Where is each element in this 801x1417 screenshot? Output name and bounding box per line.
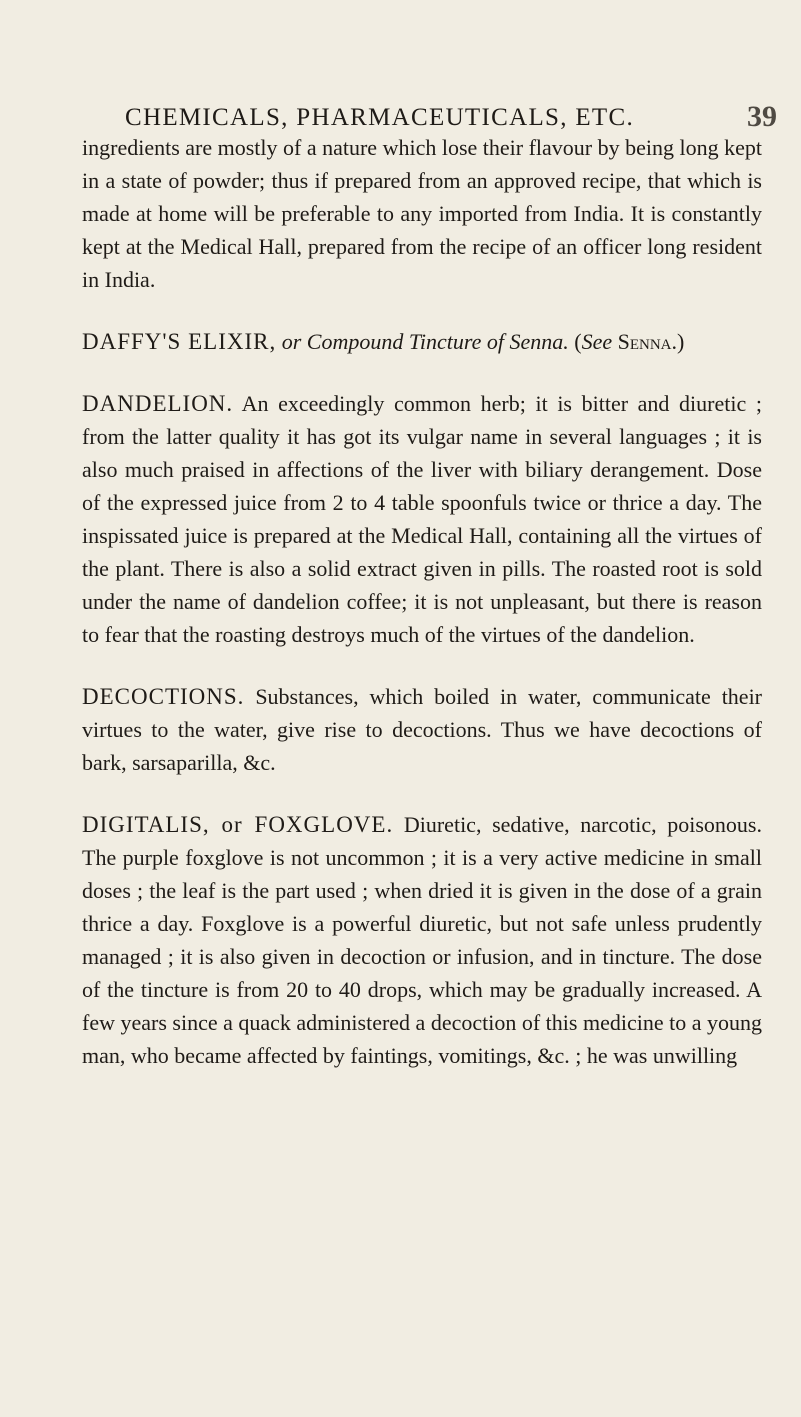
cross-reference-open: ( [574,329,582,354]
entry-heading: DECOCTIONS. [82,684,245,709]
entry-heading: DANDELION. [82,391,234,416]
entry-subtitle: or Compound Tincture of Senna. [281,329,569,354]
entry-text: Diuretic, sedative, narcotic, poisonous. The purple foxglove is not uncommon ; it is a very active medicine in small doses ; the leaf is the part used ; when dried it is given in the dose of a grain thrice a day. Foxglove is a powerful diuretic, but not safe unless prudently managed ; it is also given in decoction or infusion, and in tincture. The dose of the tincture is from 20 to 40 drops, which may be gradually increased. A few years since a quack administered a decoction of this medicine to a young man, who became affected by faintings, vomitings, &c. ; he was unwilling [82,812,762,1068]
cross-reference-close: ) [677,329,685,354]
entry-heading: DIGITALIS, or FOXGLOVE. [82,812,394,837]
entry-heading: DAFFY'S ELIXIR, [82,329,277,354]
cross-reference-target: Senna. [617,329,678,354]
entry-decoctions [82,680,762,779]
continuation-paragraph: ingredients are mostly of a nature which lose their flavour by being long kept in a state of powder; thus if prepared from an approved recipe, that which is made at home will be preferable to any imported from India. It is constantly kept at the Medical Hall, prepared from the recipe of an officer long resident in India. [82,135,762,292]
entry-text: An exceedingly common herb; it is bitter and diuretic ; from the latter quality it has got its vulgar name in several languages ; it is also much praised in affections of the liver with biliary derangement. Dose of the expressed juice from 2 to 4 table spoonfuls twice or thrice a day. The inspissated juice is prepared at the Medical Hall, containing all the virtues of the plant. There is also a solid extract given in pills. The roasted root is sold under the name of dandelion coffee; it is not unpleasant, but there is reason to fear that the roasting destroys much of the virtues of the dandelion. [82,391,762,647]
page-number: 39 [747,100,777,133]
running-title: CHEMICALS, PHARMACEUTICALS, ETC. [125,104,634,131]
body-text [82,131,762,1072]
entry-dandelion [82,387,762,651]
cross-reference-see: See [581,329,613,354]
entry-text: Substances, which boiled in water, communicate their virtues to the water, give rise to decoctions. Thus we have decoctions of bark, sarsaparilla, &c. [82,684,763,775]
entry-digitalis [82,808,762,1072]
entry-daffys-elixir [82,325,762,358]
running-head [0,62,801,133]
